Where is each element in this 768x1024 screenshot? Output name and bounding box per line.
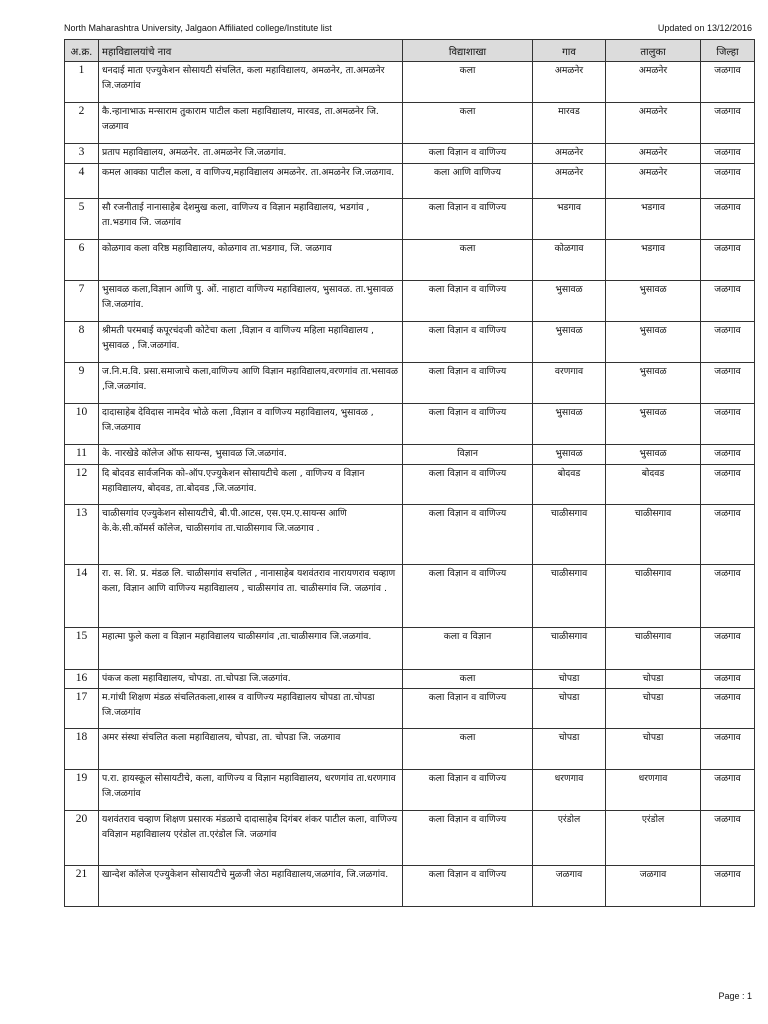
district-cell: जळगाव (701, 144, 755, 164)
faculty-cell: कला (403, 240, 533, 281)
college-name: ज.नि.म.वि. प्रसा.समाजाचे कला,वाणिज्य आणि विज्ञान महाविद्यालय,वरणगांव ता.भसावळ ,जि.जळगांव. (99, 363, 403, 404)
district-cell: जळगाव (701, 811, 755, 866)
table-row (65, 445, 755, 465)
village-cell: भुसावळ (533, 322, 606, 363)
col-header-village: गाव (533, 40, 606, 62)
district-cell: जळगाव (701, 240, 755, 281)
table-row (65, 103, 755, 144)
faculty-cell: कला विज्ञान व वाणिज्य (403, 866, 533, 907)
college-name: के. नारखेडे कॉलेज ऑफ सायन्स, भुसावळ जि.जळगांव. (99, 445, 403, 465)
faculty-cell: कला विज्ञान व वाणिज्य (403, 465, 533, 505)
village-cell: बोदवड (533, 465, 606, 505)
faculty-cell: कला विज्ञान व वाणिज्य (403, 363, 533, 404)
college-name: दि बोदवड सार्वजनिक को-ऑप.एज्युकेशन सोसायटीचे कला , वाणिज्य व विज्ञान महाविद्यालय, बोदवड, ता.बोदवड ,जि.जळगांव. (99, 465, 403, 505)
faculty-cell: कला विज्ञान व वाणिज्य (403, 770, 533, 811)
table-row (65, 144, 755, 164)
district-cell: जळगाव (701, 445, 755, 465)
district-cell: जळगाव (701, 866, 755, 907)
village-cell: चोपडा (533, 670, 606, 689)
college-name: अमर संस्था संचलित कला महाविद्यालय, चोपडा, ता. चोपडा जि. जळगाव (99, 729, 403, 770)
table-row (65, 465, 755, 505)
faculty-cell: कला (403, 62, 533, 103)
taluka-cell: चोपडा (606, 729, 701, 770)
taluka-cell: अमळनेर (606, 144, 701, 164)
col-header-faculty: विद्याशाखा (403, 40, 533, 62)
row-number: 4 (65, 164, 99, 199)
row-number: 11 (65, 445, 99, 465)
faculty-cell: कला (403, 103, 533, 144)
village-cell: धरणगाव (533, 770, 606, 811)
taluka-cell: चोपडा (606, 670, 701, 689)
district-cell: जळगाव (701, 670, 755, 689)
updated-date: Updated on 13/12/2016 (657, 23, 752, 33)
district-cell: जळगाव (701, 628, 755, 670)
village-cell: कोळगाव (533, 240, 606, 281)
college-name: म.गांधी शिक्षण मंडळ संचलितकला,शास्त्र व वाणिज्य महाविद्यालय चोपडा ता.चोपडा जि.जळगांव (99, 689, 403, 729)
college-table (64, 39, 755, 907)
district-cell: जळगाव (701, 689, 755, 729)
row-number: 6 (65, 240, 99, 281)
table-row (65, 670, 755, 689)
taluka-cell: चाळीसगाव (606, 565, 701, 628)
table-row (65, 240, 755, 281)
row-number: 1 (65, 62, 99, 103)
taluka-cell: भुसावळ (606, 281, 701, 322)
district-cell: जळगाव (701, 565, 755, 628)
faculty-cell: कला विज्ञान व वाणिज्य (403, 689, 533, 729)
village-cell: चोपडा (533, 729, 606, 770)
faculty-cell: कला विज्ञान व वाणिज्य (403, 565, 533, 628)
table-row (65, 729, 755, 770)
taluka-cell: अमळनेर (606, 62, 701, 103)
district-cell: जळगाव (701, 281, 755, 322)
taluka-cell: भुसावळ (606, 445, 701, 465)
district-cell: जळगाव (701, 62, 755, 103)
college-name: श्रीमती परमबाई कपूरचंदजी कोटेचा कला ,विज्ञान व वाणिज्य महिला महाविद्यालय , भुसावळ , जि.जळगांव. (99, 322, 403, 363)
college-name: महात्मा फुले कला व विज्ञान महाविद्यालय चाळीसगांव ,ता.चाळीसगाव जि.जळगांव. (99, 628, 403, 670)
village-cell: भडगाव (533, 199, 606, 240)
taluka-cell: अमळनेर (606, 164, 701, 199)
row-number: 13 (65, 505, 99, 565)
table-row (65, 866, 755, 907)
taluka-cell: बोदवड (606, 465, 701, 505)
village-cell: चाळीसगाव (533, 628, 606, 670)
college-name: भुसावळ कला,विज्ञान आणि पु. ओं. नाहाटा वाणिज्य महाविद्यालय, भुसावळ. ता.भुसावळ जि.जळगांव. (99, 281, 403, 322)
col-header-district: जिल्हा (701, 40, 755, 62)
college-name: कोळगाव कला वरिष्ठ महाविद्यालय, कोळगाव ता.भडगाव, जि. जळगाव (99, 240, 403, 281)
college-name: कै.न्हानाभाऊ मन्साराम तुकाराम पाटील कला महाविद्यालय, मारवड, ता.अमळनेर जि. जळगाव (99, 103, 403, 144)
college-name: प्रताप महाविद्यालय, अमळनेर. ता.अमळनेर जि.जळगांव. (99, 144, 403, 164)
college-name: चाळीसगांव एज्युकेशन सोसायटीचे, बी.पी.आटस, एस.एम.ए.सायन्स आणि के.के.सी.कॉमर्स कॉलेज, चाळीसगांव ता.चाळीसगाव जि.जळगाव . (99, 505, 403, 565)
district-cell: जळगाव (701, 363, 755, 404)
taluka-cell: भुसावळ (606, 404, 701, 445)
faculty-cell: विज्ञान (403, 445, 533, 465)
taluka-cell: चाळीसगाव (606, 505, 701, 565)
row-number: 18 (65, 729, 99, 770)
village-cell: भुसावळ (533, 445, 606, 465)
district-cell: जळगाव (701, 505, 755, 565)
college-name: यशवंतराव चव्हाण शिक्षण प्रसारक मंडळाचे दादासाहेब दिगंबर शंकर पाटील कला, वाणिज्य वविज्ञान महाविद्यालय एरंडोल ता.एरंडोल जि. जळगांव (99, 811, 403, 866)
col-header-sr: अ.क्र. (65, 40, 99, 62)
faculty-cell: कला विज्ञान व वाणिज्य (403, 811, 533, 866)
village-cell: चाळीसगाव (533, 565, 606, 628)
village-cell: एरंडोल (533, 811, 606, 866)
row-number: 2 (65, 103, 99, 144)
village-cell: अमळनेर (533, 164, 606, 199)
table-row (65, 281, 755, 322)
district-cell: जळगाव (701, 199, 755, 240)
village-cell: अमळनेर (533, 144, 606, 164)
district-cell: जळगाव (701, 729, 755, 770)
row-number: 3 (65, 144, 99, 164)
taluka-cell: जळगाव (606, 866, 701, 907)
row-number: 14 (65, 565, 99, 628)
faculty-cell: कला व विज्ञान (403, 628, 533, 670)
district-cell: जळगाव (701, 465, 755, 505)
village-cell: मारवड (533, 103, 606, 144)
college-name: रा. स. शि. प्र. मंडळ लि. चाळीसगांव सचलित , नानासाहेब यशवंतराव नारायणराव चव्हाण कला, विज्ञान आणि वाणिज्य महाविद्यालय , चाळीसगांव ता. चाळीसगांव जि. जळगांव . (99, 565, 403, 628)
faculty-cell: कला विज्ञान व वाणिज्य (403, 144, 533, 164)
village-cell: भुसावळ (533, 404, 606, 445)
row-number: 12 (65, 465, 99, 505)
taluka-cell: धरणगाव (606, 770, 701, 811)
table-row (65, 811, 755, 866)
district-cell: जळगाव (701, 164, 755, 199)
college-name: पंकज कला महाविद्यालय, चोपडा. ता.चोपडा जि.जळगांव. (99, 670, 403, 689)
district-cell: जळगाव (701, 770, 755, 811)
row-number: 21 (65, 866, 99, 907)
college-name: खान्देश कॉलेज एज्युकेशन सोसायटीचे मुळजी जेठा महाविद्यालय,जळगांव, जि.जळगांव. (99, 866, 403, 907)
faculty-cell: कला विज्ञान व वाणिज्य (403, 404, 533, 445)
row-number: 17 (65, 689, 99, 729)
faculty-cell: कला (403, 729, 533, 770)
row-number: 10 (65, 404, 99, 445)
table-header-row (65, 40, 755, 62)
faculty-cell: कला विज्ञान व वाणिज्य (403, 322, 533, 363)
faculty-cell: कला आणि वाणिज्य (403, 164, 533, 199)
village-cell: चाळीसगाव (533, 505, 606, 565)
row-number: 20 (65, 811, 99, 866)
faculty-cell: कला विज्ञान व वाणिज्य (403, 505, 533, 565)
document-title: North Maharashtra University, Jalgaon Affiliated college/Institute list (64, 23, 332, 33)
row-number: 15 (65, 628, 99, 670)
taluka-cell: भडगाव (606, 199, 701, 240)
taluka-cell: भुसावळ (606, 322, 701, 363)
district-cell: जळगाव (701, 322, 755, 363)
faculty-cell: कला (403, 670, 533, 689)
village-cell: भुसावळ (533, 281, 606, 322)
table-row (65, 689, 755, 729)
college-name: कमल आक्का पाटील कला, व वाणिज्य,महाविद्यालय अमळनेर. ता.अमळनेर जि.जळगाव. (99, 164, 403, 199)
col-header-college: महाविद्यालयांचे नाव (99, 40, 403, 62)
col-header-taluka: तालुका (606, 40, 701, 62)
table-row (65, 628, 755, 670)
taluka-cell: एरंडोल (606, 811, 701, 866)
table-row (65, 770, 755, 811)
table-row (65, 322, 755, 363)
row-number: 8 (65, 322, 99, 363)
row-number: 16 (65, 670, 99, 689)
page-number: Page : 1 (718, 991, 752, 1001)
table-row (65, 505, 755, 565)
faculty-cell: कला विज्ञान व वाणिज्य (403, 199, 533, 240)
taluka-cell: भडगाव (606, 240, 701, 281)
taluka-cell: चोपडा (606, 689, 701, 729)
table-row (65, 199, 755, 240)
row-number: 5 (65, 199, 99, 240)
row-number: 19 (65, 770, 99, 811)
college-name: सौ रजनीताई नानासाहेब देशमुख कला, वाणिज्य व विज्ञान महाविद्यालय, भडगांव , ता.भडगाव जि. जळगांव (99, 199, 403, 240)
village-cell: वरणगाव (533, 363, 606, 404)
district-cell: जळगाव (701, 103, 755, 144)
table-row (65, 363, 755, 404)
taluka-cell: अमळनेर (606, 103, 701, 144)
table-row (65, 164, 755, 199)
row-number: 9 (65, 363, 99, 404)
table-row (65, 62, 755, 103)
village-cell: अमळनेर (533, 62, 606, 103)
village-cell: जळगाव (533, 866, 606, 907)
college-name: दादासाहेब देविदास नामदेव भोळे कला ,विज्ञान व वाणिज्य महाविद्यालय, भुसावळ , जि.जळगाव (99, 404, 403, 445)
taluka-cell: चाळीसगाव (606, 628, 701, 670)
college-name: धनदाई माता एज्युकेशन सोसायटी संचलित, कला महाविद्यालय, अमळनेर, ता.अमळनेर जि.जळगांव (99, 62, 403, 103)
table-row (65, 565, 755, 628)
taluka-cell: भुसावळ (606, 363, 701, 404)
table-row (65, 404, 755, 445)
district-cell: जळगाव (701, 404, 755, 445)
college-name: प.रा. हायस्कूल सोसायटीचे, कला, वाणिज्य व विज्ञान महाविद्यालय, धरणगांव ता.धरणगाव जि.जळगांव (99, 770, 403, 811)
village-cell: चोपडा (533, 689, 606, 729)
faculty-cell: कला विज्ञान व वाणिज्य (403, 281, 533, 322)
row-number: 7 (65, 281, 99, 322)
